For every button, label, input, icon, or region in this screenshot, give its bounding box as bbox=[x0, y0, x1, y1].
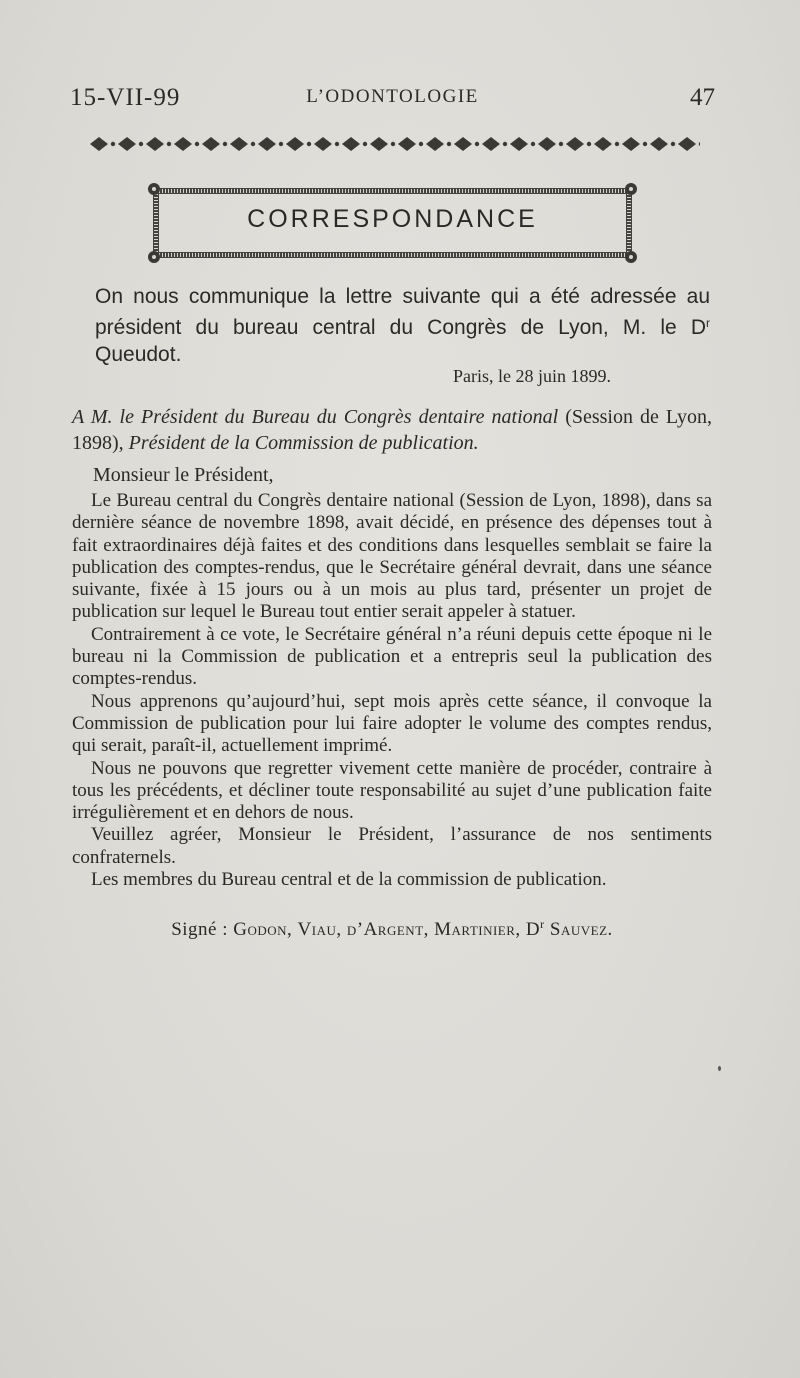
page-number: 47 bbox=[690, 84, 715, 111]
signatory-title-sup: r bbox=[540, 917, 545, 931]
signature-line: Signé : Godon, Viau, d’Argent, Martinier, $D^r$ Sauvez. bbox=[171, 917, 613, 940]
letter-paragraph: Nous apprenons qu’aujourd’hui, sept mois après cette séance, il convoque la Commission de publication pour lui faire adopter le volume des comptes rendus, qui serait, paraît-il, actuellement imprimé. bbox=[72, 690, 712, 757]
intro-paragraph bbox=[95, 283, 710, 368]
letter-paragraph: Veuillez agréer, Monsieur le Président, l’assurance de nos sentiments confraternels. bbox=[72, 824, 712, 868]
letter-paragraph: Contrairement à ce vote, le Secrétaire général n’a réuni depuis cette époque ni le bureau ni la Commission de publication et a entrepris seul la publication des comptes-rendus. bbox=[72, 623, 712, 690]
letter-paragraph: Les membres du Bureau central et de la commission de publication. bbox=[91, 869, 607, 891]
address-role: Président de la Commission de publication. bbox=[128, 432, 479, 454]
address-recipient: A M. le Président du Bureau du Congrès dentaire national bbox=[72, 406, 559, 428]
signed-label: Signé : bbox=[171, 919, 234, 940]
signatory-title: D bbox=[525, 919, 541, 940]
running-header bbox=[70, 84, 715, 118]
intro-text: On nous communique la lettre suivante qui a été adressée au président du bureau central du Congrès de Lyon, M. le D bbox=[95, 285, 710, 339]
signatory: Godon bbox=[233, 919, 288, 940]
section-title: CORRESPONDANCE bbox=[247, 205, 538, 233]
intro-text-end: Queudot. bbox=[95, 343, 182, 366]
signatory: Sauvez bbox=[549, 919, 608, 940]
print-speck bbox=[718, 1066, 721, 1071]
signatory: Martinier bbox=[434, 919, 516, 940]
signatory: Viau bbox=[297, 919, 337, 940]
journal-title: L’ODONTOLOGIE bbox=[306, 86, 479, 107]
letter-salutation: Monsieur le Président, bbox=[93, 464, 274, 486]
letter-address bbox=[72, 404, 712, 456]
section-title-frame bbox=[145, 180, 640, 266]
issue-date-code: 15-VII-99 bbox=[70, 84, 181, 111]
decorative-ornament-row bbox=[85, 134, 700, 154]
signatory: d’Argent bbox=[346, 919, 424, 940]
address-session: (Session de Lyon, 1898), bbox=[72, 406, 712, 454]
letter-body bbox=[72, 490, 712, 891]
letter-date: Paris, le 28 juin 1899. bbox=[453, 366, 611, 386]
intro-superscript: r bbox=[706, 316, 710, 330]
letter-paragraph: Le Bureau central du Congrès dentaire national (Session de Lyon, 1898), dans sa dernière séance de novembre 1898, avait décidé, en présence des dépenses tout à fait extraordinaires déjà faites et des conditions dans lesquelles semblait se faire la publication des comptes-rendus, que le Secrétaire général devrait, dans une séance suivante, fixée à 15 jours ou à un mois au plus tard, présenter un projet de publication sur lequel le Bureau tout entier serait appeler à statuer. bbox=[72, 490, 712, 623]
letter-paragraph: Nous ne pouvons que regretter vivement cette manière de procéder, contraire à tous les précédents, et décliner toute responsabilité au sujet d’une publication faite irrégulièrement et en dehors de nous. bbox=[72, 757, 712, 824]
